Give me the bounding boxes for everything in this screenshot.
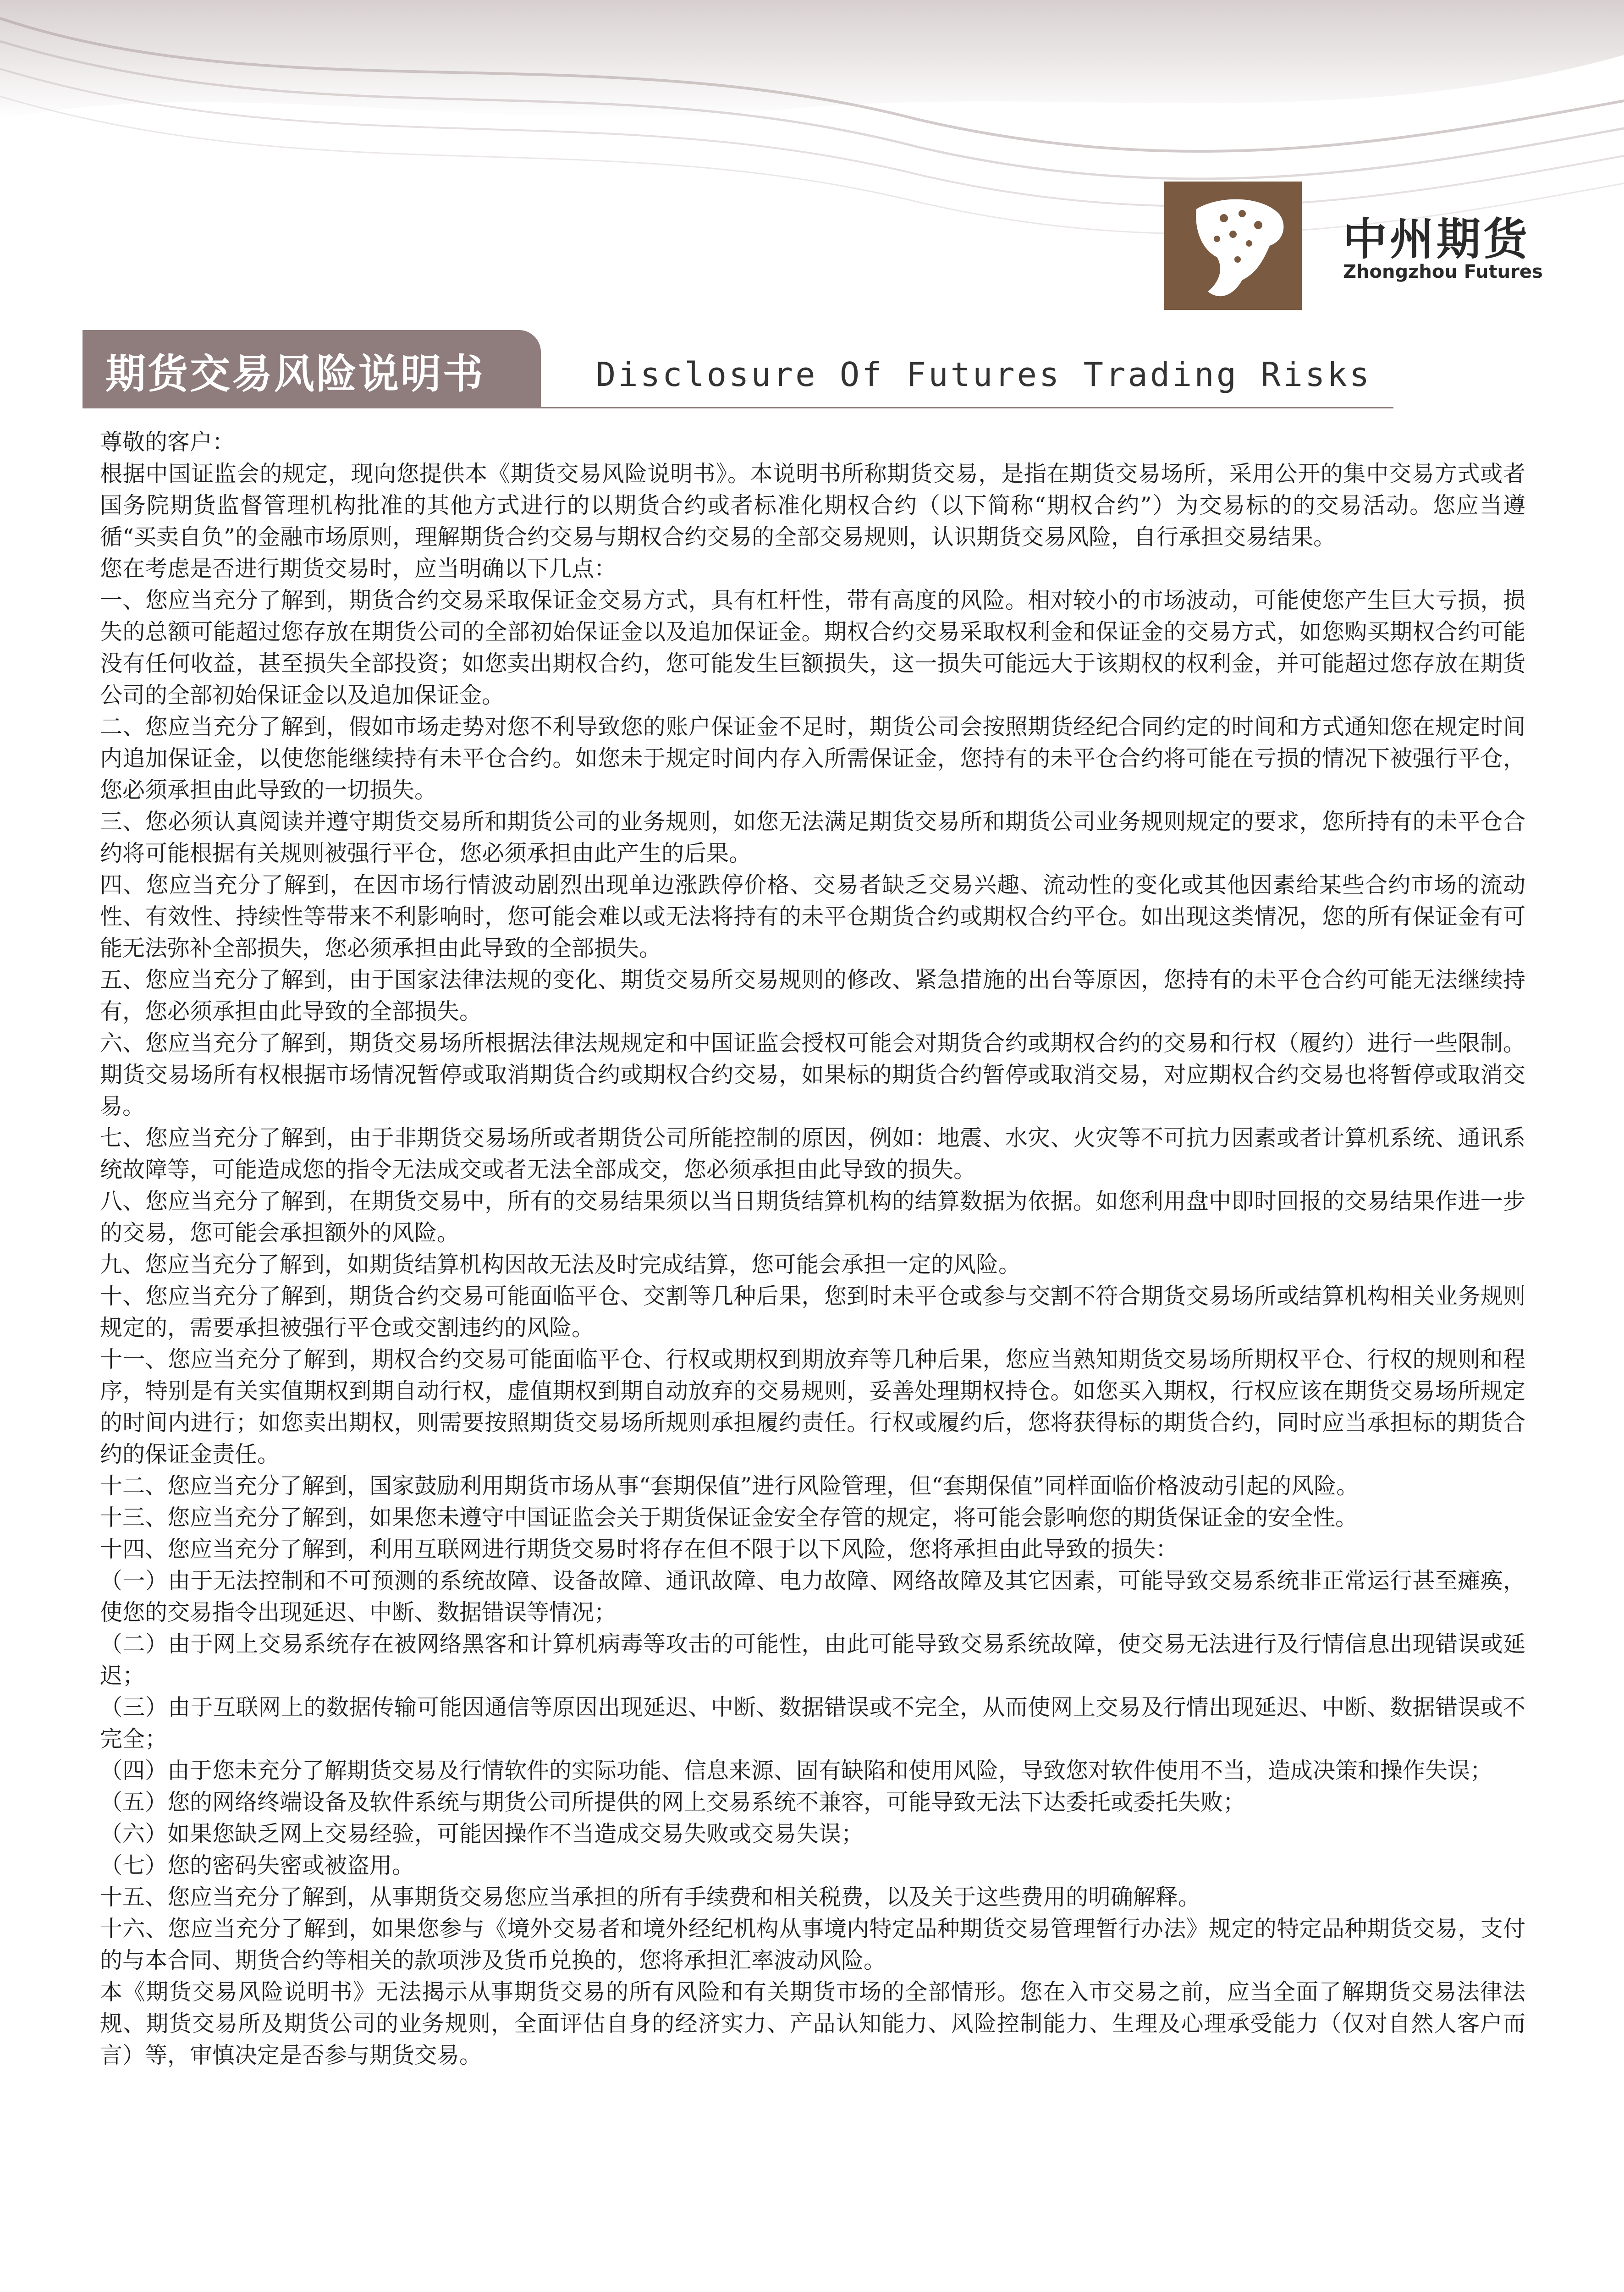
risk-item-5: 五、您应当充分了解到，由于国家法律法规的变化、期货交易所交易规则的修改、紧急措施的出台等原因，您持有的未平仓合约可能无法继续持有，您必须承担由此导致的全部损失。 xyxy=(100,967,1525,1025)
page-title: 期货交易风险说明书 xyxy=(105,350,485,397)
brand-logo xyxy=(1164,182,1543,310)
risk-item-7: 七、您应当充分了解到，由于非期货交易场所或者期货公司所能控制的原因，例如：地震、水灾、火灾等不可抗力因素或者计算机系统、通讯系统故障等，可能造成您的指令无法成交或者无法全部成交，您必须承担由此导致的损失。 xyxy=(100,1125,1525,1183)
risk-item-14: 十四、您应当充分了解到，利用互联网进行期货交易时将存在但不限于以下风险，您将承担由此导致的损失： xyxy=(100,1536,1178,1562)
risk-item-15: 十五、您应当充分了解到，从事期货交易您应当承担的所有手续费和相关税费，以及关于这些费用的明确解释。 xyxy=(100,1884,1201,1910)
leopard-logo-icon xyxy=(1164,182,1302,310)
risk-item-2: 二、您应当充分了解到，假如市场走势对您不利导致您的账户保证金不足时，期货公司会按照期货经纪合同约定的时间和方式通知您在规定时间内追加保证金，以使您能继续持有未平仓合约。如您未于规定时间内存入所需保证金，您持有的未平仓合约将可能在亏损的情况下被强行平仓，您必须承担由此导致的一切损失。 xyxy=(100,714,1525,803)
risk-item-4: 四、您应当充分了解到，在因市场行情波动剧烈出现单边涨跌停价格、交易者缺乏交易兴趣、流动性的变化或其他因素给某些合约市场的流动性、有效性、持续性等带来不利影响时，您可能会难以或无法将持有的未平仓期货合约或期权合约平仓。如出现这类情况，您的所有保证金有可能无法弥补全部损失，您必须承担由此导致的全部损失。 xyxy=(100,872,1525,961)
risk-item-12: 十二、您应当充分了解到，国家鼓励利用期货市场从事“套期保值”进行风险管理，但“套期保值”同样面临价格波动引起的风险。 xyxy=(100,1473,1359,1499)
greeting: 尊敬的客户： xyxy=(100,429,235,455)
intro-paragraph: 根据中国证监会的规定，现向您提供本《期货交易风险说明书》。本说明书所称期货交易，是指在期货交易场所，采用公开的集中交易方式或者国务院期货监督管理机构批准的其他方式进行的以期货合约或者标准化期权合约（以下简称“期权合约”）为交易标的的交易活动。您应当遵循“买卖自负”的金融市场原则，理解期货合约交易与期权合约交易的全部交易规则，认识期货交易风险，自行承担交易结果。 xyxy=(100,461,1525,550)
risk-item-3: 三、您必须认真阅读并遵守期货交易所和期货公司的业务规则，如您无法满足期货交易所和期货公司业务规则规定的要求，您所持有的未平仓合约将可能根据有关规则被强行平仓，您必须承担由此产生的后果。 xyxy=(100,809,1525,866)
risk-item-1: 一、您应当充分了解到，期货合约交易采取保证金交易方式，具有杠杆性，带有高度的风险。相对较小的市场波动，可能使您产生巨大亏损，损失的总额可能超过您存放在期货公司的全部初始保证金以及追加保证金。期权合约交易采取权利金和保证金的交易方式，如您购买期权合约可能没有任何收益，甚至损失全部投资；如您卖出期权合约，您可能发生巨额损失，这一损失可能远大于该期权的权利金，并可能超过您存放在期货公司的全部初始保证金以及追加保证金。 xyxy=(100,587,1525,708)
brand-name-cn: 中州期货 xyxy=(1343,214,1530,265)
disclosure-body xyxy=(100,426,1525,2071)
risk-item-8: 八、您应当充分了解到，在期货交易中，所有的交易结果须以当日期货结算机构的结算数据为依据。如您利用盘中即时回报的交易结果作进一步的交易，您可能会承担额外的风险。 xyxy=(100,1188,1525,1246)
risk-item-13: 十三、您应当充分了解到，如果您未遵守中国证监会关于期货保证金安全存管的规定，将可能会影响您的期货保证金的安全性。 xyxy=(100,1504,1358,1531)
internet-risk-6: （六）如果您缺乏网上交易经验，可能因操作不当造成交易失败或交易失误； xyxy=(100,1821,864,1847)
internet-risk-7: （七）您的密码失密或被盗用。 xyxy=(100,1852,415,1879)
risk-item-6: 六、您应当充分了解到，期货交易场所根据法律法规规定和中国证监会授权可能会对期货合约或期权合约的交易和行权（履约）进行一些限制。期货交易场所有权根据市场情况暂停或取消期货合约或期权合约交易，如果标的期货合约暂停或取消交易，对应期权合约交易也将暂停或取消交易。 xyxy=(100,1030,1525,1119)
risk-item-16: 十六、您应当充分了解到，如果您参与《境外交易者和境外经纪机构从事境内特定品种期货交易管理暂行办法》规定的特定品种期货交易，支付的与本合同、期货合约等相关的款项涉及货币兑换的，您将承担汇率波动风险。 xyxy=(100,1916,1525,1973)
risk-item-9: 九、您应当充分了解到，如期货结算机构因故无法及时完成结算，您可能会承担一定的风险。 xyxy=(100,1251,1021,1278)
page-subtitle: Disclosure Of Futures Trading Risks xyxy=(596,355,1372,394)
internet-risk-5: （五）您的网络终端设备及软件系统与期货公司所提供的网上交易系统不兼容，可能导致无法下达委托或委托失败； xyxy=(100,1789,1246,1815)
points-lead: 您在考虑是否进行期货交易时，应当明确以下几点： xyxy=(100,556,617,582)
risk-item-11: 十一、您应当充分了解到，期权合约交易可能面临平仓、行权或期权到期放弃等几种后果，您应当熟知期货交易场所期权平仓、行权的规则和程序，特别是有关实值期权到期自动行权，虚值期权到期自动放弃的交易规则，妥善处理期权持仓。如您买入期权，行权应该在期货交易场所规定的时间内进行；如您卖出期权，则需要按照期货交易场所规则承担履约责任。行权或履约后，您将获得标的期货合约，同时应当承担标的期货合约的保证金责任。 xyxy=(100,1346,1525,1467)
brand-name-en: Zhongzhou Futures xyxy=(1343,261,1543,282)
title-divider xyxy=(83,407,1393,408)
internet-risk-1: （一）由于无法控制和不可预测的系统故障、设备故障、通讯故障、电力故障、网络故障及其它因素，可能导致交易系统非正常运行甚至瘫痪，使您的交易指令出现延迟、中断、数据错误等情况； xyxy=(100,1568,1525,1625)
internet-risk-2: （二）由于网上交易系统存在被网络黑客和计算机病毒等攻击的可能性，由此可能导致交易系统故障，使交易无法进行及行情信息出现错误或延迟； xyxy=(100,1631,1525,1689)
internet-risk-4: （四）由于您未充分了解期货交易及行情软件的实际功能、信息来源、固有缺陷和使用风险，导致您对软件使用不当，造成决策和操作失误； xyxy=(100,1758,1493,1784)
risk-item-10: 十、您应当充分了解到，期货合约交易可能面临平仓、交割等几种后果，您到时未平仓或参与交割不符合期货交易场所或结算机构相关业务规则规定的，需要承担被强行平仓或交割违约的风险。 xyxy=(100,1283,1525,1341)
internet-risk-3: （三）由于互联网上的数据传输可能因通信等原因出现延迟、中断、数据错误或不完全，从而使网上交易及行情出现延迟、中断、数据错误或不完全； xyxy=(100,1694,1525,1752)
closing-paragraph: 本《期货交易风险说明书》无法揭示从事期货交易的所有风险和有关期货市场的全部情形。您在入市交易之前，应当全面了解期货交易法律法规、期货交易所及期货公司的业务规则，全面评估自身的经济实力、产品认知能力、风险控制能力、生理及心理承受能力（仅对自然人客户而言）等，审慎决定是否参与期货交易。 xyxy=(100,1979,1525,2068)
